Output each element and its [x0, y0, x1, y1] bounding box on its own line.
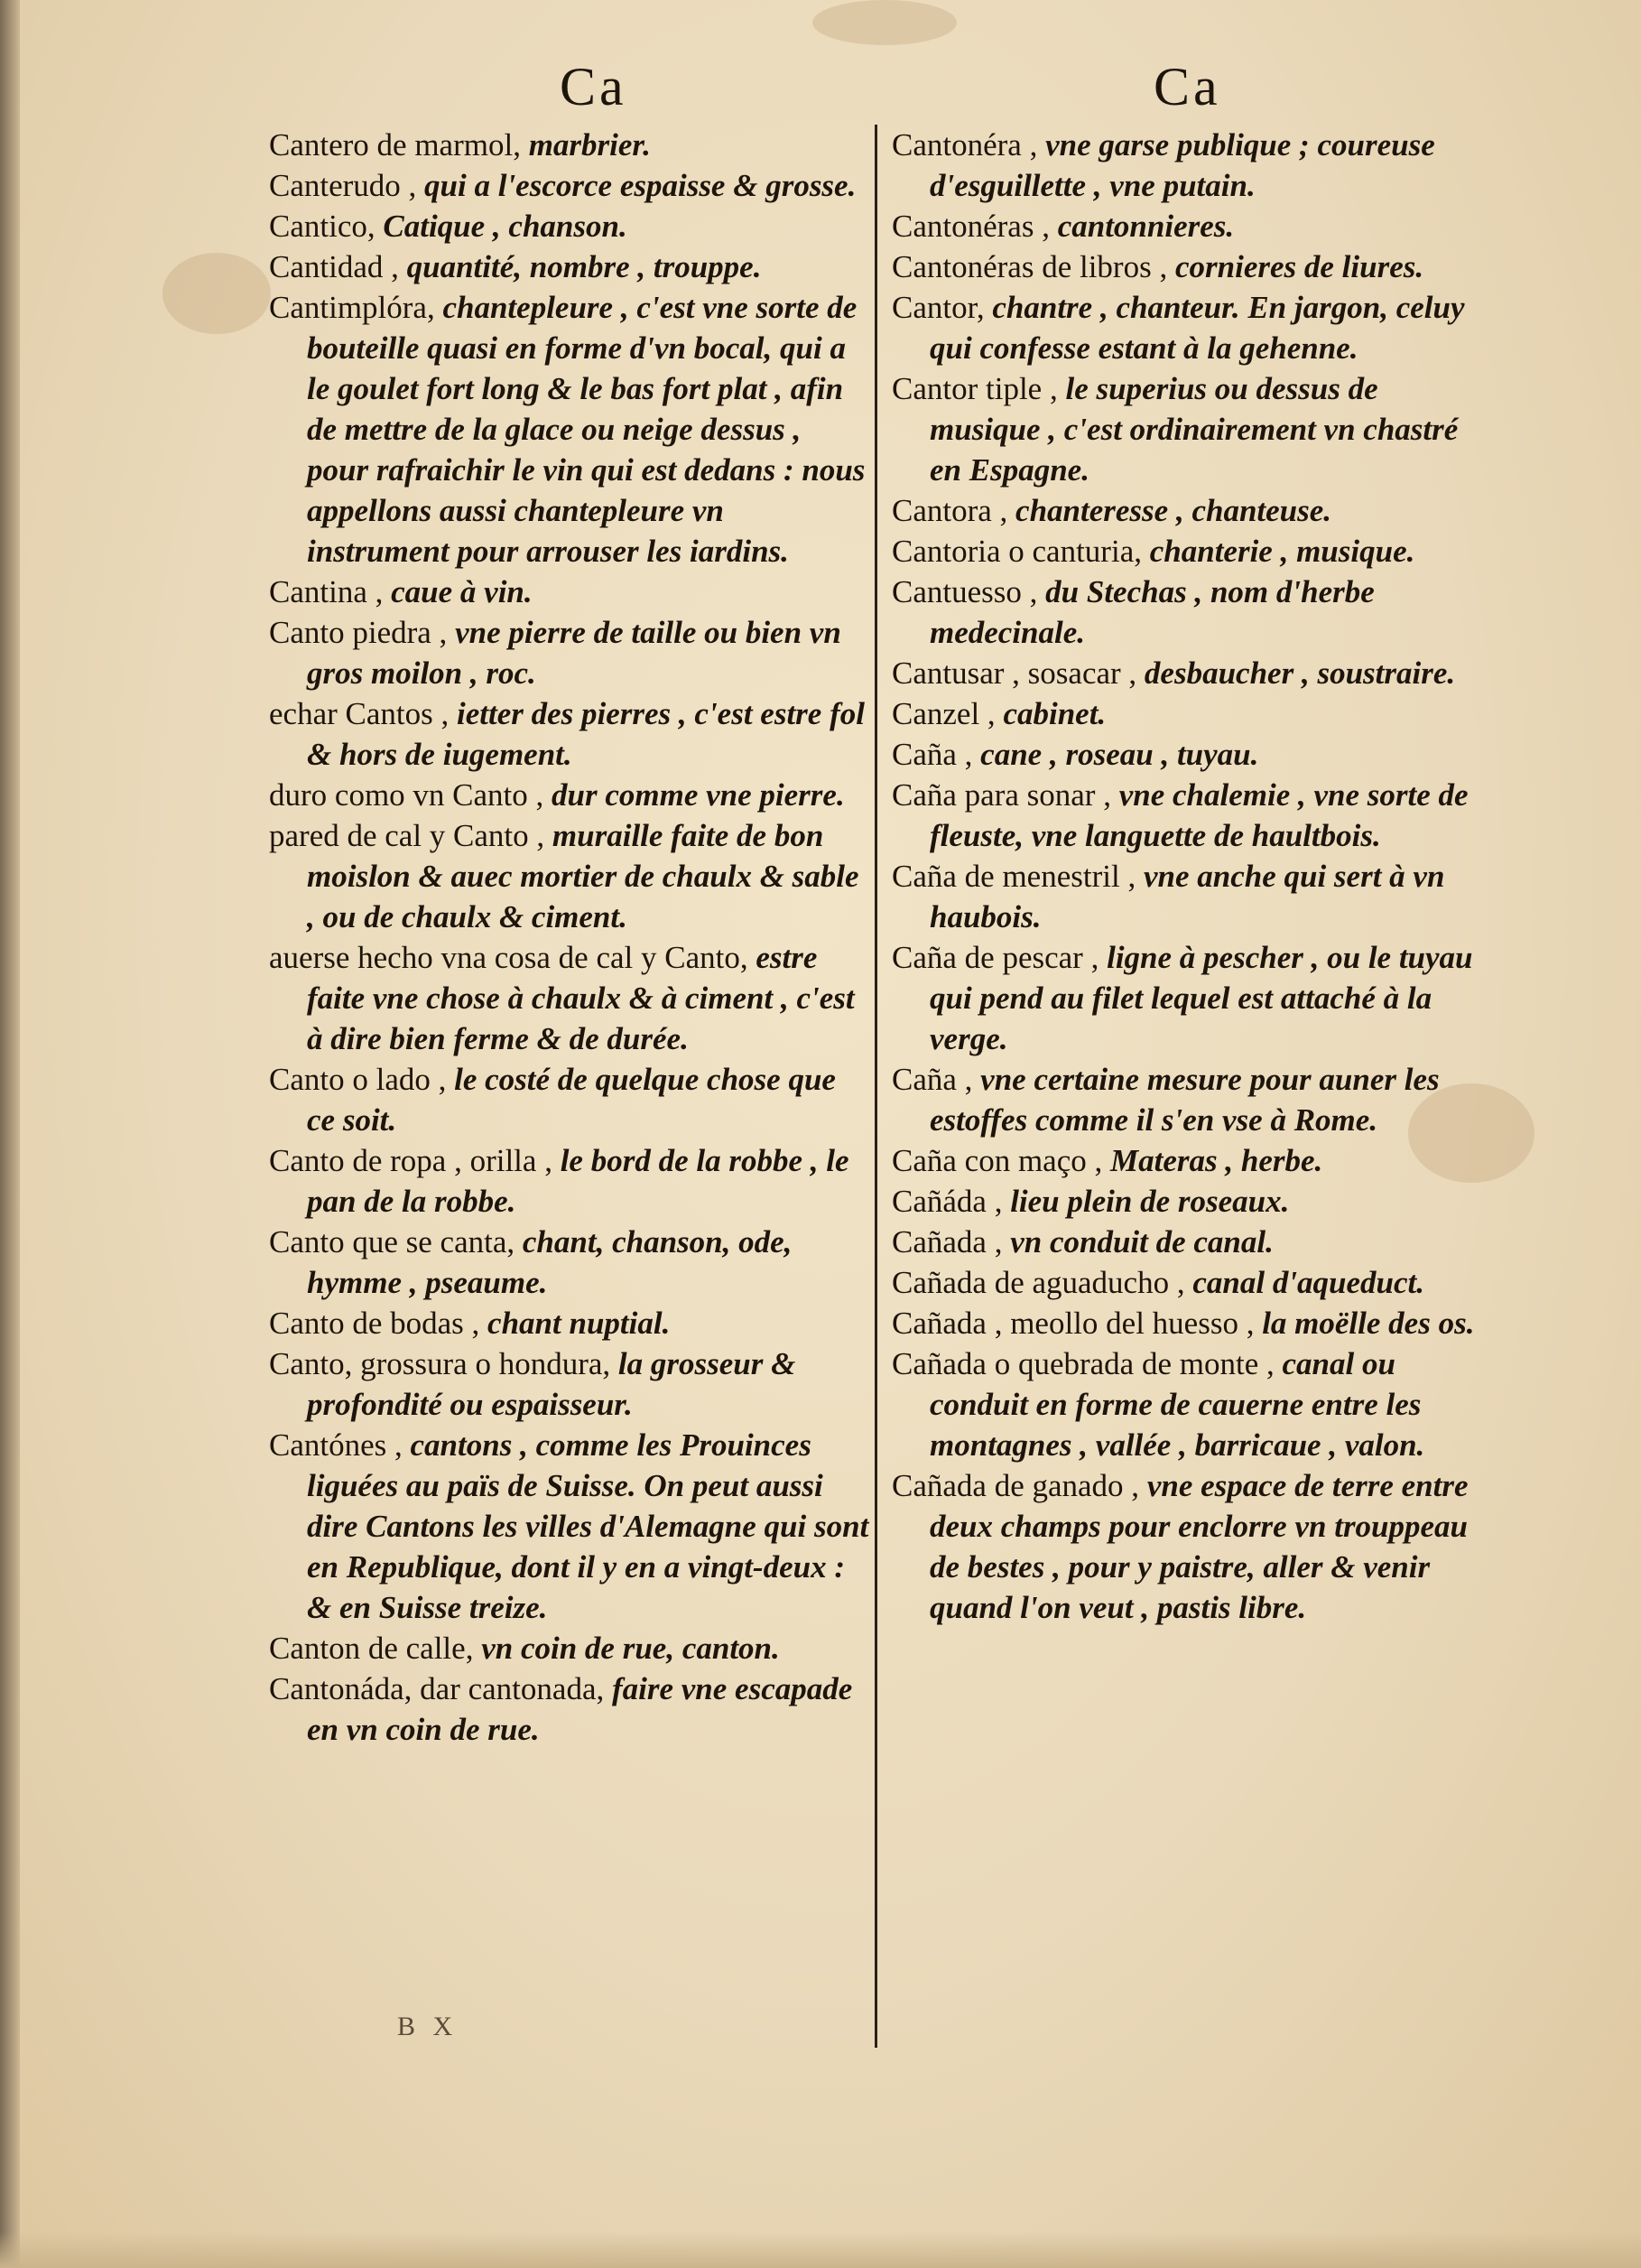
- entry-headword: Cañada de ganado ,: [892, 1468, 1140, 1503]
- entry-headword: Cañada , meollo del huesso ,: [892, 1306, 1255, 1341]
- dictionary-entry: [892, 734, 1492, 775]
- dictionary-entry: [892, 937, 1492, 1059]
- entry-headword: Cantimplóra,: [269, 290, 443, 325]
- dictionary-entry: [892, 206, 1492, 246]
- entry-headword: Cantina ,: [269, 574, 384, 609]
- entry-headword: Cantora ,: [892, 493, 1008, 528]
- entry-headword: Caña de menestril ,: [892, 859, 1136, 894]
- entry-headword: pared de cal y Canto ,: [269, 818, 545, 853]
- entry-definition: vne espace de terre entre deux champs pour enclorre vn trouppeau de bestes , pour y paistre, aller & venir quand l'on veut , pastis libre.: [930, 1468, 1469, 1625]
- dictionary-entry: [892, 653, 1492, 693]
- entry-definition: vne pierre de taille ou bien vn gros moilon , roc.: [307, 615, 841, 691]
- entry-headword: Cañada ,: [892, 1224, 1003, 1259]
- paper-stain: [162, 253, 271, 334]
- paper-stain: [812, 0, 957, 45]
- entry-headword: Cantonéras de libros ,: [892, 249, 1168, 284]
- entry-definition: vn coin de rue, canton.: [473, 1631, 780, 1666]
- entry-definition: caue à vin.: [383, 574, 533, 609]
- entry-definition: le bord de la robbe , le pan de la robbe.: [307, 1143, 849, 1219]
- entry-definition: cabinet.: [995, 696, 1107, 731]
- running-header-right: Ca: [1154, 57, 1221, 116]
- entry-definition: ietter des pierres , c'est estre fol & hors de iugement.: [307, 696, 865, 772]
- entry-definition: la grosseur & profondité ou espaisseur.: [307, 1346, 796, 1422]
- entry-definition: estre faite vne chose à chaulx & à ciment , c'est à dire bien ferme & de durée.: [307, 940, 855, 1056]
- entry-definition: vne certaine mesure pour auner les estoffes comme il s'en vse à Rome.: [930, 1062, 1440, 1138]
- entry-headword: Canto, grossura o hondura,: [269, 1346, 611, 1381]
- dictionary-entry: [269, 206, 869, 246]
- dictionary-entry: [892, 125, 1492, 206]
- right-column: [892, 125, 1492, 1628]
- entry-definition: canal d'aqueduct.: [1184, 1265, 1425, 1300]
- entry-definition: chanteresse , chanteuse.: [1007, 493, 1332, 528]
- entry-headword: Caña de pescar ,: [892, 940, 1099, 975]
- entry-headword: Canto de ropa , orilla ,: [269, 1143, 552, 1178]
- entry-definition: Catique , chanson.: [383, 209, 627, 244]
- entry-headword: Cantonéra ,: [892, 127, 1038, 163]
- entry-definition: lieu plein de roseaux.: [1002, 1184, 1290, 1219]
- dictionary-entry: [269, 937, 869, 1059]
- dictionary-entry: [892, 1303, 1492, 1343]
- left-column: [269, 125, 869, 1750]
- entry-definition: cornieres de liures.: [1167, 249, 1424, 284]
- entry-definition: canal ou conduit en forme de cauerne entre les montagnes , vallée , barricaue , valon.: [930, 1346, 1425, 1463]
- dictionary-entry: [892, 368, 1492, 490]
- dictionary-entry: [269, 1140, 869, 1222]
- dictionary-entry: [892, 246, 1492, 287]
- dictionary-entry: [892, 531, 1492, 572]
- entry-definition: chantre , chanteur. En jargon, celuy qui confesse estant à la gehenne.: [930, 290, 1465, 366]
- entry-definition: le costé de quelque chose que ce soit.: [307, 1062, 836, 1138]
- dictionary-entry: [892, 693, 1492, 734]
- entry-definition: chanterie , musique.: [1141, 534, 1415, 569]
- dictionary-entry: [892, 1140, 1492, 1181]
- entry-headword: echar Cantos ,: [269, 696, 450, 731]
- dictionary-entry: [892, 572, 1492, 653]
- entry-headword: Cantor tiple ,: [892, 371, 1058, 406]
- dictionary-entry: [892, 1465, 1492, 1628]
- dictionary-entry: [269, 693, 869, 775]
- entry-headword: Cañada de aguaducho ,: [892, 1265, 1185, 1300]
- entry-headword: Caña para sonar ,: [892, 777, 1111, 813]
- entry-definition: chant nuptial.: [479, 1306, 671, 1341]
- entry-definition: qui a l'escorce espaisse & grosse.: [416, 168, 857, 203]
- dictionary-entry: [892, 1059, 1492, 1140]
- dictionary-entry: [269, 246, 869, 287]
- entry-headword: Canto que se canta,: [269, 1224, 515, 1259]
- dictionary-entry: [892, 1222, 1492, 1262]
- entry-definition: chant, chanson, ode, hymme , pseaume.: [307, 1224, 793, 1300]
- entry-definition: chantepleure , c'est vne sorte de bouteille quasi en forme d'vn bocal, qui a le goulet fort long & le bas fort plat , afin de mettre de la glace ou neige dessus , pour rafraichir le vin qui est dedans : nous appellons aussi chantepleure vn instrument pour arrouser les iardins.: [307, 290, 866, 569]
- entry-definition: cantons , comme les Prouinces liguées au païs de Suisse. On peut aussi dire Cantons les villes d'Alemagne qui sont en Republique, dont il y en a vingt-deux : & en Suisse treize.: [307, 1427, 869, 1625]
- entry-headword: auerse hecho vna cosa de cal y Canto,: [269, 940, 748, 975]
- entry-headword: Cantónes ,: [269, 1427, 403, 1463]
- dictionary-entry: [269, 1222, 869, 1303]
- dictionary-entry: [892, 1262, 1492, 1303]
- entry-definition: la moëlle des os.: [1254, 1306, 1475, 1341]
- dictionary-entry: [269, 1628, 869, 1668]
- entry-headword: Cantonáda, dar cantonada,: [269, 1671, 605, 1706]
- column-divider: [875, 125, 877, 2048]
- signature-mark: B X: [397, 2012, 459, 2041]
- running-header-left: Ca: [560, 57, 627, 116]
- entry-headword: Canto piedra ,: [269, 615, 448, 650]
- entry-headword: Cantuesso ,: [892, 574, 1038, 609]
- entry-headword: Cañáda ,: [892, 1184, 1003, 1219]
- entry-headword: duro como vn Canto ,: [269, 777, 544, 813]
- page-bottom-shade: [0, 2232, 1641, 2268]
- entry-definition: Materas , herbe.: [1102, 1143, 1323, 1178]
- entry-definition: faire vne escapade en vn coin de rue.: [307, 1671, 853, 1747]
- dictionary-entry: [892, 1181, 1492, 1222]
- dictionary-entry: [269, 165, 869, 206]
- entry-headword: Caña ,: [892, 737, 973, 772]
- dictionary-entry: [892, 287, 1492, 368]
- dictionary-entry: [269, 775, 869, 815]
- entry-headword: Cantusar , sosacar ,: [892, 655, 1137, 691]
- dictionary-entry: [269, 612, 869, 693]
- entry-definition: vne anche qui sert à vn haubois.: [930, 859, 1445, 934]
- dictionary-entry: [269, 1059, 869, 1140]
- entry-headword: Cantico,: [269, 209, 384, 244]
- entry-definition: cane , roseau , tuyau.: [972, 737, 1259, 772]
- dictionary-entry: [269, 572, 869, 612]
- entry-definition: quantité, nombre , trouppe.: [398, 249, 762, 284]
- entry-definition: vne garse publique ; coureuse d'esguillette , vne putain.: [930, 127, 1435, 203]
- entry-definition: muraille faite de bon moislon & auec mortier de chaulx & sable , ou de chaulx & ciment.: [307, 818, 859, 934]
- dictionary-entry: [269, 1668, 869, 1750]
- entry-definition: desbaucher , soustraire.: [1136, 655, 1456, 691]
- entry-headword: Cañada o quebrada de monte ,: [892, 1346, 1275, 1381]
- page-edge: [0, 0, 20, 2268]
- entry-headword: Cantor,: [892, 290, 985, 325]
- entry-headword: Caña ,: [892, 1062, 973, 1097]
- entry-headword: Canterudo ,: [269, 168, 417, 203]
- entry-definition: marbrier.: [520, 127, 651, 163]
- entry-definition: dur comme vne pierre.: [543, 777, 845, 813]
- dictionary-entry: [269, 1303, 869, 1343]
- entry-headword: Canton de calle,: [269, 1631, 474, 1666]
- entry-headword: Cantoria o canturia,: [892, 534, 1142, 569]
- entry-definition: le superius ou dessus de musique , c'est ordinairement vn chastré en Espagne.: [930, 371, 1459, 488]
- entry-definition: ligne à pescher , ou le tuyau qui pend au filet lequel est attaché à la verge.: [930, 940, 1473, 1056]
- dictionary-entry: [892, 856, 1492, 937]
- dictionary-entry: [892, 1343, 1492, 1465]
- entry-headword: Cantonéras ,: [892, 209, 1050, 244]
- dictionary-entry: [269, 1343, 869, 1425]
- entry-definition: du Stechas , nom d'herbe medecinale.: [930, 574, 1375, 650]
- dictionary-entry: [269, 1425, 869, 1628]
- entry-definition: vn conduit de canal.: [1002, 1224, 1274, 1259]
- entry-headword: Cantero de marmol,: [269, 127, 521, 163]
- entry-definition: cantonnieres.: [1049, 209, 1235, 244]
- entry-headword: Cantidad ,: [269, 249, 399, 284]
- dictionary-entry: [269, 125, 869, 165]
- entry-headword: Caña con maço ,: [892, 1143, 1103, 1178]
- entry-headword: Canto o lado ,: [269, 1062, 447, 1097]
- dictionary-entry: [892, 490, 1492, 531]
- entry-definition: vne chalemie , vne sorte de fleuste, vne languette de haultbois.: [930, 777, 1469, 853]
- dictionary-entry: [269, 287, 869, 572]
- entry-headword: Canto de bodas ,: [269, 1306, 480, 1341]
- dictionary-entry: [269, 815, 869, 937]
- entry-headword: Canzel ,: [892, 696, 996, 731]
- dictionary-entry: [892, 775, 1492, 856]
